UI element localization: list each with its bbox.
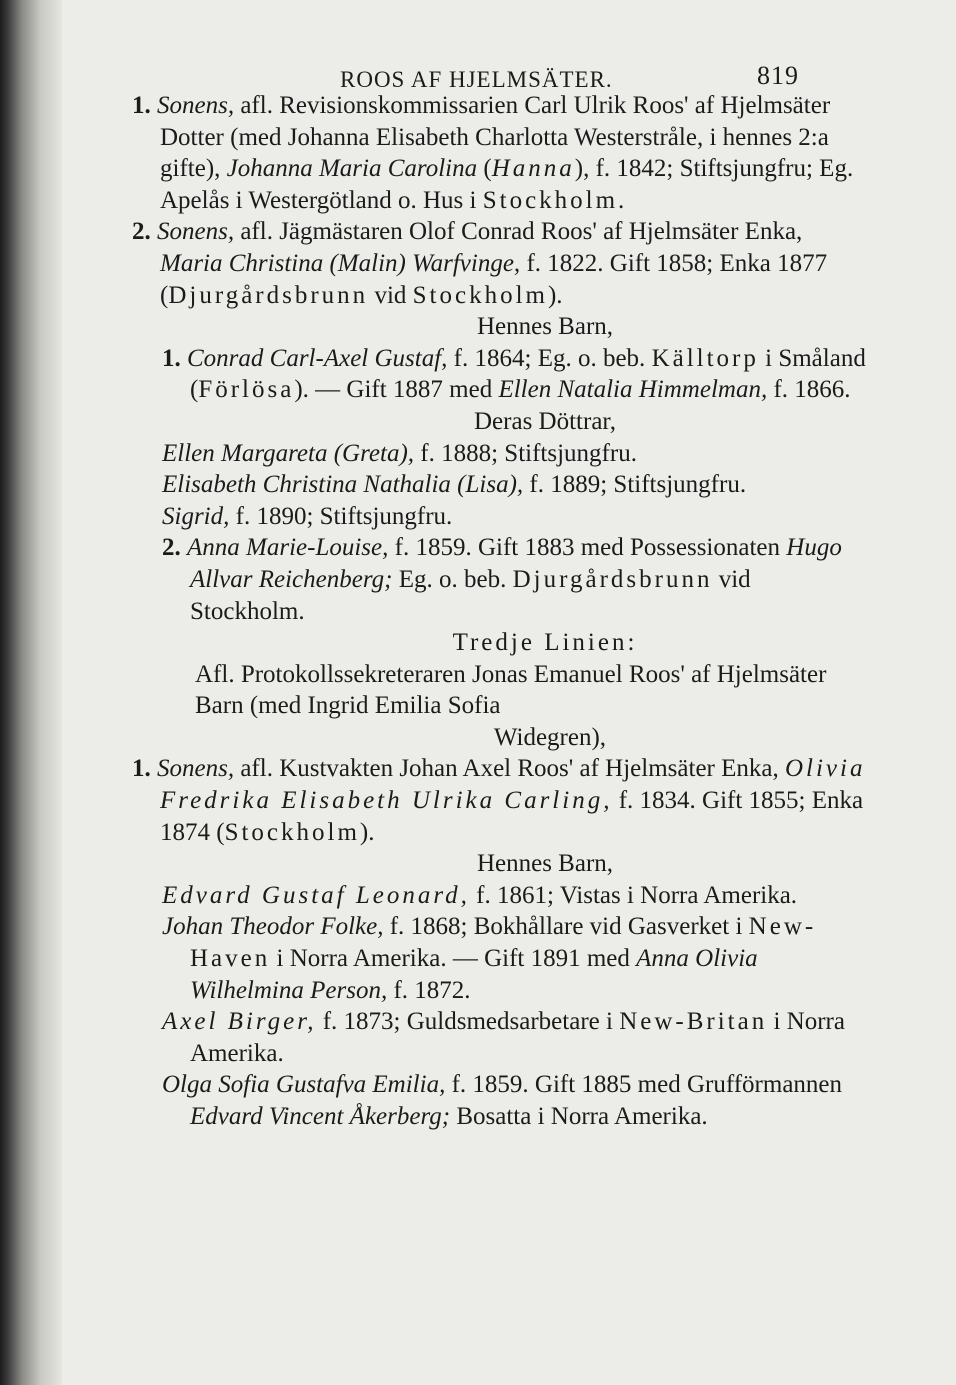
child-entry-edvard: Edvard Gustaf Leonard, f. 1861; Vistas i Norra Amerika. [162, 881, 798, 909]
lineage-intro-end: Widegren), [493, 723, 607, 751]
section-heading-deras-dottrar: Deras Döttrar, [474, 407, 616, 435]
book-page [100, 40, 870, 1360]
entry-2: 2. Sonens, afl. Jägmästaren Olof Conrad Roos' af Hjelmsäter Enka, Maria Christina (Malin) Warfvinge, f. 1822. Gift 1858; Enka 1877 (Djurgårdsbrunn vid Stockholm). [132, 218, 828, 309]
section-heading-tredje-linien: Tredje Linien: [452, 629, 638, 657]
page-number: 819 [757, 61, 799, 90]
lineage-intro: Afl. Protokollssekreteraren Jonas Emanuel Roos' af Hjelmsäter Barn (med Ingrid Emilia Sofia [195, 660, 827, 720]
book-binding-shadow [0, 0, 62, 1385]
section-heading-hennes-barn: Hennes Barn, [476, 313, 614, 341]
running-head [100, 40, 870, 90]
child-entry-1: 1. Conrad Carl-Axel Gustaf, f. 1864; Eg. o. beb. Källtorp i Småland (Förlösa). — Gift 1887 med Ellen Natalia Himmelman, f. 1866. [162, 344, 866, 404]
daughter-entry-2: Elisabeth Christina Nathalia (Lisa), f. 1889; Stiftsjungfru. [162, 471, 747, 499]
daughter-entry-1: Ellen Margareta (Greta), f. 1888; Stiftsjungfru. [162, 439, 637, 467]
daughter-entry-3: Sigrid, f. 1890; Stiftsjungfru. [162, 502, 453, 530]
child-entry-axel: Axel Birger, f. 1873; Guldsmedsarbetare i New-Britan i Norra Amerika. [162, 1008, 845, 1067]
entry-1: 1. Sonens, afl. Revisionskommissarien Carl Ulrik Roos' af Hjelmsäter Dotter (med Johanna Elisabeth Charlotta Westerstråle, i hennes 2:a gifte), Johanna Maria Carolina (Hanna), f. 1842; Stiftsjungfru; Eg. Apelås i Westergötland o. Hus i Stockholm. [132, 92, 854, 214]
child-entry-2: 2. Anna Marie-Louise, f. 1859. Gift 1883 med Possessionaten Hugo Allvar Reichenberg; Eg. o. beb. Djurgårdsbrunn vid Stockholm. [162, 534, 842, 625]
child-entry-johan: Johan Theodor Folke, f. 1868; Bokhållare vid Gasverket i New-Haven i Norra Amerika. — Gift 1891 med Anna Olivia Wilhelmina Person, f. 1872. [162, 913, 817, 1004]
section-heading-hennes-barn-2: Hennes Barn, [476, 850, 614, 878]
page-header-title: ROOS AF HJELMSÄTER. [340, 67, 613, 92]
entry-3: 1. Sonens, afl. Kustvakten Johan Axel Roos' af Hjelmsäter Enka, Olivia Fredrika Elisabeth Ulrika Carling, f. 1834. Gift 1855; Enka 1874 (Stockholm). [132, 755, 866, 846]
child-entry-olga: Olga Sofia Gustafva Emilia, f. 1859. Gift 1885 med Grufförmannen Edvard Vincent Åkerberg; Bosatta i Norra Amerika. [162, 1071, 843, 1130]
